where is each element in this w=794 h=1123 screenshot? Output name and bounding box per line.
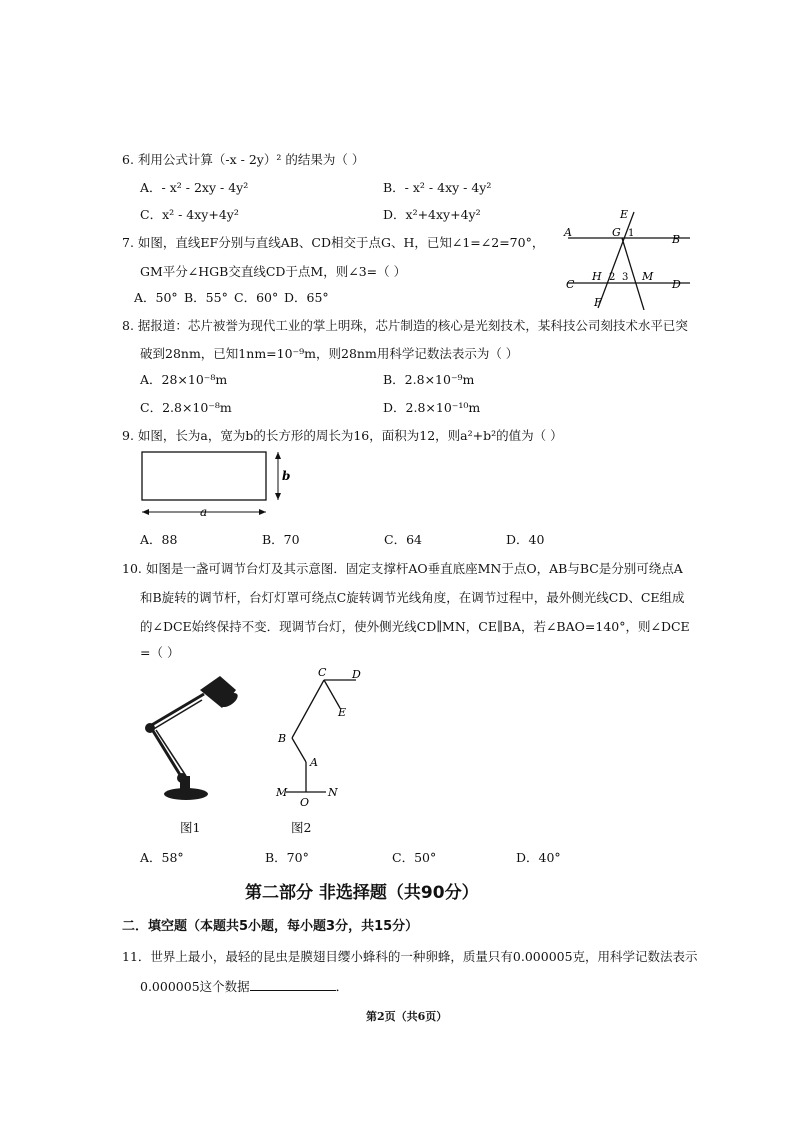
q9-option-a: A．88 [140, 532, 178, 547]
q7-label-a: A [564, 226, 572, 239]
q10-fig2-label-a: A [310, 756, 318, 769]
q11-stem-line1: 11．世界上最小，最轻的昆虫是膜翅目缨小蜂科的一种卵蜂，质量只有0.000005克，用科学记数法表示 [122, 949, 698, 964]
q9-option-d: D．40 [506, 532, 545, 547]
q11-answer-blank[interactable] [250, 978, 336, 991]
section2-title: 二．填空题（本题共5小题，每小题3分，共15分） [122, 919, 419, 934]
q7-option-d: D．65° [284, 290, 329, 305]
q8-option-a: A．28×10⁻⁸m [140, 372, 228, 387]
q8-option-d: D．2.8×10⁻¹⁰m [383, 400, 481, 415]
q7-option-c: C．60° [234, 290, 279, 305]
q7-label-e: E [620, 208, 629, 221]
q7-option-a: A．50° [134, 290, 178, 305]
q10-stem-line1: 10. 如图是一盏可调节台灯及其示意图．固定支撑杆AO垂直底座MN于点O，AB与BC是分别可绕点A [122, 561, 683, 576]
q7-option-b: B．55° [184, 290, 228, 305]
q9-option-b: B．70 [262, 532, 300, 547]
q10-option-a: A．58° [140, 850, 184, 865]
q7-label-f: F [594, 296, 602, 309]
q10-option-d: D．40° [516, 850, 561, 865]
q10-fig2-label-e: E [338, 706, 347, 719]
part2-title: 第二部分 非选择题（共90分） [245, 883, 479, 903]
q7-label-g: G [612, 226, 621, 239]
q11-line2-prefix: 0.000005这个数据 [140, 979, 250, 994]
q11-line2-suffix: ． [335, 979, 349, 994]
q7-label-d: D [672, 278, 681, 291]
q6-option-b: B．- x² - 4xy - 4y² [383, 180, 492, 195]
q7-figure [560, 206, 695, 310]
q6-option-c: C．x² - 4xy+4y² [140, 207, 239, 222]
q10-fig2-label-c: C [318, 666, 327, 679]
q9-label-b: b [282, 469, 291, 483]
q9-label-a: a [200, 505, 208, 519]
q10-stem-line2: 和B旋转的调节杆，台灯灯罩可绕点C旋转调节光线角度，在调节过程中，最外侧光线CD、CE组成 [140, 590, 685, 605]
q7-label-1: 1 [628, 228, 635, 239]
q7-label-2: 2 [609, 272, 616, 283]
q10-fig2-label-d: D [352, 668, 361, 681]
q11-stem-line2 [140, 977, 348, 995]
q7-label-c: C [566, 278, 575, 291]
q10-option-c: C．50° [392, 850, 437, 865]
q10-schematic-figure [270, 666, 370, 811]
q9-stem: 9. 如图，长为a，宽为b的长方形的周长为16，面积为12，则a²+b²的值为（ ） [122, 428, 563, 443]
q10-fig2-label-n: N [328, 786, 338, 799]
q8-stem-line1: 8. 据报道：芯片被誉为现代工业的掌上明珠，芯片制造的核心是光刻技术，某科技公司刻技术水平已突 [122, 318, 688, 333]
q7-label-b: B [672, 233, 681, 246]
q10-fig2-label-b: B [278, 732, 287, 745]
q7-label-m: M [642, 270, 654, 283]
q6-option-d: D．x²+4xy+4y² [383, 207, 481, 222]
q7-stem-line2: GM平分∠HGB交直线CD于点M，则∠3=（ ） [140, 264, 407, 279]
q10-lamp-figure [138, 668, 258, 808]
q9-figure [130, 446, 305, 524]
q7-stem-line1: 7. 如图，直线EF分别与直线AB、CD相交于点G、H，已知∠1=∠2=70°， [122, 235, 545, 250]
q8-option-c: C．2.8×10⁻⁸m [140, 400, 232, 415]
q10-fig1-caption: 图1 [180, 820, 201, 835]
q10-fig2-caption: 图2 [291, 820, 312, 835]
q6-stem: 6. 利用公式计算（-x - 2y）² 的结果为（ ） [122, 152, 365, 167]
q7-label-h: H [592, 270, 602, 283]
q8-option-b: B．2.8×10⁻⁹m [383, 372, 475, 387]
q7-label-3: 3 [622, 272, 629, 283]
q10-fig2-label-m: M [276, 786, 288, 799]
q6-option-a: A．- x² - 2xy - 4y² [140, 180, 249, 195]
q10-fig2-label-o: O [300, 796, 310, 809]
q10-stem-line4: =（ ） [140, 645, 180, 660]
page-footer: 第2页（共6页） [366, 1010, 448, 1023]
q10-stem-line3: 的∠DCE始终保持不变．现调节台灯，使外侧光线CD∥MN，CE∥BA，若∠BAO=140°，则∠DCE [140, 619, 690, 634]
q8-stem-line2: 破到28nm，已知1nm=10⁻⁹m，则28nm用科学记数法表示为（ ） [140, 346, 519, 361]
q9-option-c: C．64 [384, 532, 422, 547]
q10-option-b: B．70° [265, 850, 309, 865]
